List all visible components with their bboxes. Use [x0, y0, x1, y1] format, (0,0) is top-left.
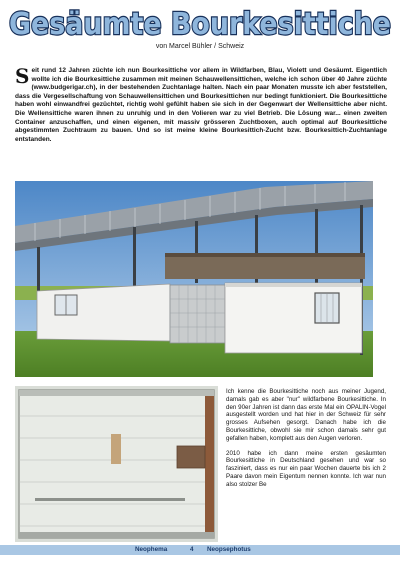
- aviary-container-photo: [15, 181, 373, 377]
- body-paragraph-1: Ich kenne die Bourkesittiche noch aus meiner Jugend, damals gab es aber "nur" wildfarbene Bourkesittiche. In den 90er Jahren ist dann das erste Mal ein OPALIN-Vogel ausgestellt worden und hat hier in der Schweiz für sehr grosses Aufsehen gesorgt. Danach habe ich die Bourkesittiche, obwohl sie mir schon damals sehr gut gefallen haben, komplett aus den Augen verloren.: [226, 388, 386, 442]
- article-title: [6, 5, 394, 41]
- footer-left-label: Neophema: [135, 546, 168, 553]
- page-number: 4: [190, 546, 194, 553]
- body-paragraph-2: 2010 habe ich dann meine ersten gesäumten Bourkesittiche in Deutschland gesehen und war so fasziniert, dass es nur ein paar Wochen dauerte bis ich 2 Paare davon mein Eigentum nennen konnte. Ich war nun also stolzer Be: [226, 449, 386, 488]
- drop-cap: S: [15, 64, 30, 88]
- article-title-text: Gesäumte Bourkesittiche: [9, 7, 391, 41]
- author-byline: von Marcel Bühler / Schweiz: [155, 43, 245, 50]
- footer-right-label: Neopsephotus: [207, 546, 251, 553]
- breeding-room-photo: [15, 386, 218, 542]
- intro-paragraph: [15, 64, 387, 144]
- article-body: [226, 388, 386, 496]
- intro-text: eit rund 12 Jahren züchte ich nun Bourkesittiche vor allem in Wildfarben, Blau, Violett und Gesäumt. Eigentlich wollte ich die Bourkesittiche zusammen mit meinen Schauwellensittichen, welche ich schon über 40 Jahre züchte (www.budgerigar.ch), in der bestehenden Zuchtanlage halten. Nach ein paar Monaten musste ich aber feststellen, dass die Vergesellschaftung von Schauwellensittichen und Bourkesittichen nur bedingt funktioniert. Die Bourkesittiche haben wohl einwandfrei gezüchtet, richtig wohl gefühlt haben sie sich in der Gegenwart der Wellensittiche aber nicht. Die Wellensittiche waren ihnen zu unruhig und in den Volieren war zu viel Betrieb. Die Lösung war... einen zweiten Container anzuschaffen, und einen eigenen, mit massiv grösseren Zuchtboxen, auch optimal auf Bourkesittiche abgestimmten Zuchtraum zu bauen. Und so ist meine kleine Bourkesittich-Zucht bzw. Bourkesittich-Zuchtanlage entstanden.: [15, 67, 387, 143]
- page-footer: [0, 545, 400, 555]
